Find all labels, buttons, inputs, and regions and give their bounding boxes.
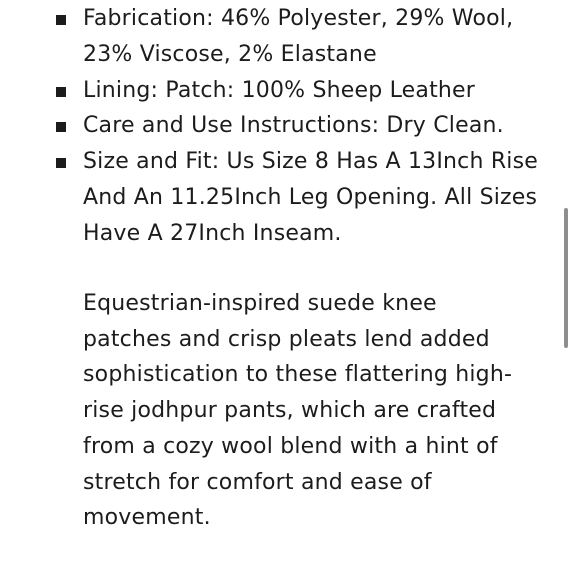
scrollbar[interactable] (558, 0, 580, 580)
spec-item-fabrication (0, 1, 543, 73)
spec-text-care: Care and Use Instructions: Dry Clean. (83, 113, 504, 139)
bullet-icon (56, 15, 66, 25)
spec-text-size-fit: Size and Fit: Us Size 8 Has A 13Inch Rise And An 11.25Inch Leg Opening. All Sizes Have A 27Inch Inseam. (83, 149, 539, 246)
spec-text-lining: Lining: Patch: 100% Sheep Leather (83, 77, 476, 103)
product-specs-list (0, 1, 560, 252)
bullet-icon (56, 122, 66, 132)
bullet-icon (56, 158, 66, 168)
spec-item-lining (0, 73, 543, 109)
scrollbar-thumb[interactable] (564, 208, 568, 348)
spec-item-size-fit (0, 144, 543, 251)
bullet-icon (56, 87, 66, 97)
product-description: Equestrian-inspired suede knee patches and crisp pleats lend added sophistication to these flattering high-rise jodhpur pants, which are crafted from a cozy wool blend with a hint of stretch for comfort and ease of movement. (83, 291, 513, 531)
spec-item-care (0, 108, 543, 144)
spec-text-fabrication: Fabrication: 46% Polyester, 29% Wool, 23% Viscose, 2% Elastane (83, 6, 514, 67)
